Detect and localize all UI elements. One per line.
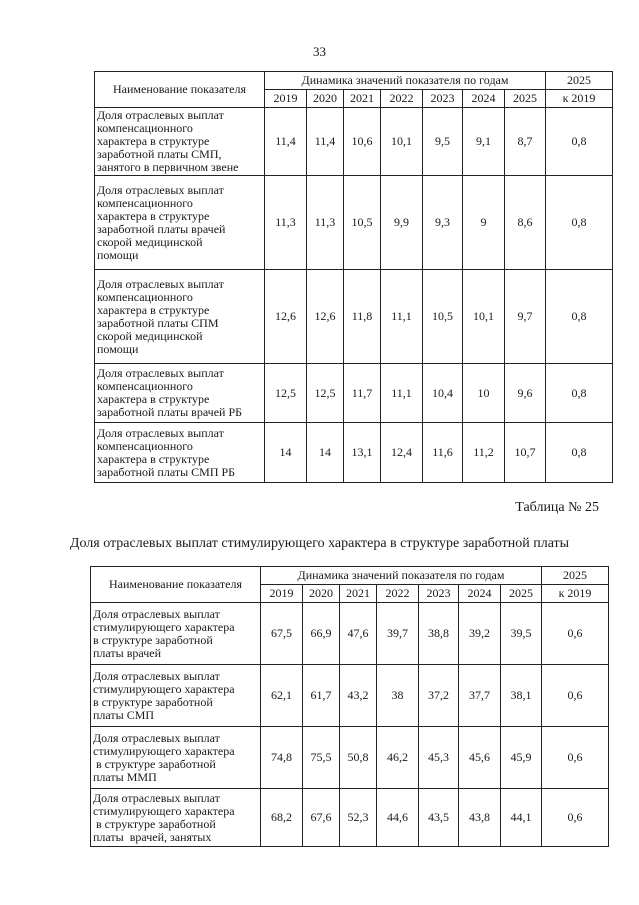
indicator-name-line: помощи xyxy=(97,247,139,262)
ratio-cell: 0,8 xyxy=(546,270,613,364)
ratio-cell: 0,8 xyxy=(546,108,613,176)
header-year: 2021 xyxy=(340,585,377,603)
header-ratio-line2: к 2019 xyxy=(546,90,613,108)
value-cell: 68,2 xyxy=(261,789,303,847)
indicator-name-line: компенсационного xyxy=(97,195,193,210)
value-cell: 44,1 xyxy=(501,789,542,847)
indicator-name-cell xyxy=(95,108,265,176)
indicator-name-line: стимулирующего характера xyxy=(93,803,235,818)
header-year: 2019 xyxy=(261,585,303,603)
value-cell: 62,1 xyxy=(261,665,303,727)
indicator-name-line: платы ММП xyxy=(93,769,157,784)
value-cell: 11,1 xyxy=(381,270,423,364)
value-cell: 10,5 xyxy=(344,176,381,270)
indicator-name-line: компенсационного xyxy=(97,121,193,135)
indicator-name-line: Доля отраслевых выплат xyxy=(93,790,220,805)
indicator-name-line: платы врачей xyxy=(93,645,162,660)
header-year: 2023 xyxy=(423,90,463,108)
indicator-name-line: стимулирующего характера xyxy=(93,619,235,634)
indicator-name-line: Доля отраслевых выплат xyxy=(97,276,224,291)
value-cell: 38 xyxy=(377,665,419,727)
value-cell: 11,3 xyxy=(265,176,307,270)
value-cell: 45,3 xyxy=(419,727,459,789)
indicator-name-line: занятого в первичном звене xyxy=(97,160,239,174)
value-cell: 11,6 xyxy=(423,423,463,483)
header-dynamics: Динамика значений показателя по годам xyxy=(265,72,546,90)
value-cell: 11,7 xyxy=(344,364,381,423)
value-cell: 39,2 xyxy=(459,603,501,665)
table-body xyxy=(91,603,609,847)
table-caption: Доля отраслевых выплат стимулирующего характера в структуре заработной платы xyxy=(69,536,570,551)
value-cell: 11,2 xyxy=(463,423,505,483)
value-cell: 43,8 xyxy=(459,789,501,847)
value-cell: 12,5 xyxy=(307,364,344,423)
header-name-column: Наименование показателя xyxy=(91,567,261,603)
value-cell: 61,7 xyxy=(303,665,340,727)
indicator-name-line: характера в структуре xyxy=(97,134,210,148)
header-year: 2024 xyxy=(459,585,501,603)
value-cell: 43,2 xyxy=(340,665,377,727)
page-number: 33 xyxy=(313,44,326,59)
value-cell: 10 xyxy=(463,364,505,423)
indicator-name-line: характера в структуре xyxy=(97,392,210,406)
value-cell: 50,8 xyxy=(340,727,377,789)
indicator-name-line: заработной платы врачей xyxy=(97,221,226,236)
indicator-name-line: заработной платы СМП, xyxy=(97,147,222,161)
header-dynamics: Динамика значений показателя по годам xyxy=(261,567,542,585)
indicator-name-cell xyxy=(91,665,261,727)
value-cell: 9,7 xyxy=(505,270,546,364)
table-number: Таблица № 25 xyxy=(515,500,599,515)
value-cell: 46,2 xyxy=(377,727,419,789)
table-row xyxy=(95,270,613,364)
value-cell: 37,7 xyxy=(459,665,501,727)
indicator-name-cell xyxy=(91,603,261,665)
indicator-name-line: скорой медицинской xyxy=(97,328,203,343)
value-cell: 8,6 xyxy=(505,176,546,270)
value-cell: 8,7 xyxy=(505,108,546,176)
header-year: 2025 xyxy=(501,585,542,603)
header-year: 2024 xyxy=(463,90,505,108)
value-cell: 10,5 xyxy=(423,270,463,364)
indicator-name-line: в структуре заработной xyxy=(93,694,213,709)
value-cell: 47,6 xyxy=(340,603,377,665)
header-ratio-line1: 2025 xyxy=(542,567,609,585)
indicator-name-line: заработной платы СМП РБ xyxy=(97,464,236,479)
header-year: 2020 xyxy=(307,90,344,108)
value-cell: 66,9 xyxy=(303,603,340,665)
value-cell: 10,6 xyxy=(344,108,381,176)
table-row xyxy=(91,727,609,789)
indicator-name-line: компенсационного xyxy=(97,289,193,304)
indicator-name-cell xyxy=(95,270,265,364)
ratio-cell: 0,6 xyxy=(542,665,609,727)
value-cell: 67,6 xyxy=(303,789,340,847)
indicator-name-line: Доля отраслевых выплат xyxy=(97,182,224,197)
indicator-name-line: компенсационного xyxy=(97,438,193,453)
indicator-name-line: в структуре заработной xyxy=(93,632,213,647)
table-row xyxy=(91,665,609,727)
header-name-column: Наименование показателя xyxy=(95,72,265,108)
indicator-name-line: платы СМП xyxy=(93,707,155,722)
value-cell: 12,5 xyxy=(265,364,307,423)
indicator-name-cell xyxy=(91,789,261,847)
indicator-name-line: Доля отраслевых выплат xyxy=(93,730,220,745)
value-cell: 37,2 xyxy=(419,665,459,727)
indicator-name-line: Доля отраслевых выплат xyxy=(97,366,224,380)
value-cell: 9,3 xyxy=(423,176,463,270)
value-cell: 11,3 xyxy=(307,176,344,270)
header-year: 2023 xyxy=(419,585,459,603)
header-ratio-line1: 2025 xyxy=(546,72,613,90)
value-cell: 11,8 xyxy=(344,270,381,364)
header-year: 2022 xyxy=(381,90,423,108)
value-cell: 44,6 xyxy=(377,789,419,847)
value-cell: 67,5 xyxy=(261,603,303,665)
value-cell: 9,1 xyxy=(463,108,505,176)
indicator-name-line: стимулирующего характера xyxy=(93,743,235,758)
table-row xyxy=(95,423,613,483)
value-cell: 9,6 xyxy=(505,364,546,423)
value-cell: 10,1 xyxy=(381,108,423,176)
value-cell: 11,4 xyxy=(265,108,307,176)
indicator-name-line: в структуре заработной xyxy=(93,816,216,831)
indicator-name-line: скорой медицинской xyxy=(97,234,203,249)
indicator-name-line: заработной платы СПМ xyxy=(97,315,219,330)
indicator-name-line: в структуре заработной xyxy=(93,756,216,771)
value-cell: 45,6 xyxy=(459,727,501,789)
value-cell: 74,8 xyxy=(261,727,303,789)
value-cell: 75,5 xyxy=(303,727,340,789)
header-year: 2019 xyxy=(265,90,307,108)
value-cell: 12,6 xyxy=(265,270,307,364)
value-cell: 52,3 xyxy=(340,789,377,847)
indicator-name-line: Доля отраслевых выплат xyxy=(97,425,224,440)
indicator-name-line: Доля отраслевых выплат xyxy=(93,606,220,621)
indicator-name-line: заработной платы врачей РБ xyxy=(97,405,243,419)
indicator-name-line: характера в структуре xyxy=(97,208,210,223)
indicator-name-line: Доля отраслевых выплат xyxy=(93,668,220,683)
value-cell: 13,1 xyxy=(344,423,381,483)
indicator-name-cell xyxy=(95,423,265,483)
value-cell: 43,5 xyxy=(419,789,459,847)
table-row xyxy=(95,108,613,176)
value-cell: 9,9 xyxy=(381,176,423,270)
ratio-cell: 0,8 xyxy=(546,423,613,483)
table-row xyxy=(95,176,613,270)
indicator-name-line: характера в структуре xyxy=(97,302,210,317)
table-body xyxy=(95,108,613,483)
ratio-cell: 0,8 xyxy=(546,176,613,270)
indicator-name-cell xyxy=(95,176,265,270)
ratio-cell: 0,6 xyxy=(542,727,609,789)
table-row xyxy=(91,603,609,665)
ratio-cell: 0,6 xyxy=(542,789,609,847)
value-cell: 12,6 xyxy=(307,270,344,364)
table-compensation-payments xyxy=(94,71,613,483)
indicator-name-cell xyxy=(91,727,261,789)
value-cell: 45,9 xyxy=(501,727,542,789)
ratio-cell: 0,8 xyxy=(546,364,613,423)
indicator-name-cell xyxy=(95,364,265,423)
table-row xyxy=(91,789,609,847)
table-incentive-payments xyxy=(90,566,609,847)
header-year: 2020 xyxy=(303,585,340,603)
header-year: 2022 xyxy=(377,585,419,603)
indicator-name-line: Доля отраслевых выплат xyxy=(97,108,224,122)
value-cell: 39,7 xyxy=(377,603,419,665)
value-cell: 14 xyxy=(307,423,344,483)
value-cell: 11,4 xyxy=(307,108,344,176)
header-year: 2021 xyxy=(344,90,381,108)
header-year: 2025 xyxy=(505,90,546,108)
value-cell: 11,1 xyxy=(381,364,423,423)
value-cell: 10,7 xyxy=(505,423,546,483)
value-cell: 10,1 xyxy=(463,270,505,364)
value-cell: 10,4 xyxy=(423,364,463,423)
indicator-name-line: компенсационного xyxy=(97,379,193,393)
value-cell: 38,8 xyxy=(419,603,459,665)
value-cell: 12,4 xyxy=(381,423,423,483)
header-ratio-line2: к 2019 xyxy=(542,585,609,603)
value-cell: 14 xyxy=(265,423,307,483)
indicator-name-line: характера в структуре xyxy=(97,451,210,466)
indicator-name-line: платы врачей, занятых xyxy=(93,829,212,844)
indicator-name-line: стимулирующего характера xyxy=(93,681,235,696)
value-cell: 9 xyxy=(463,176,505,270)
indicator-name-line: помощи xyxy=(97,341,139,356)
ratio-cell: 0,6 xyxy=(542,603,609,665)
value-cell: 39,5 xyxy=(501,603,542,665)
table-row xyxy=(95,364,613,423)
value-cell: 38,1 xyxy=(501,665,542,727)
value-cell: 9,5 xyxy=(423,108,463,176)
